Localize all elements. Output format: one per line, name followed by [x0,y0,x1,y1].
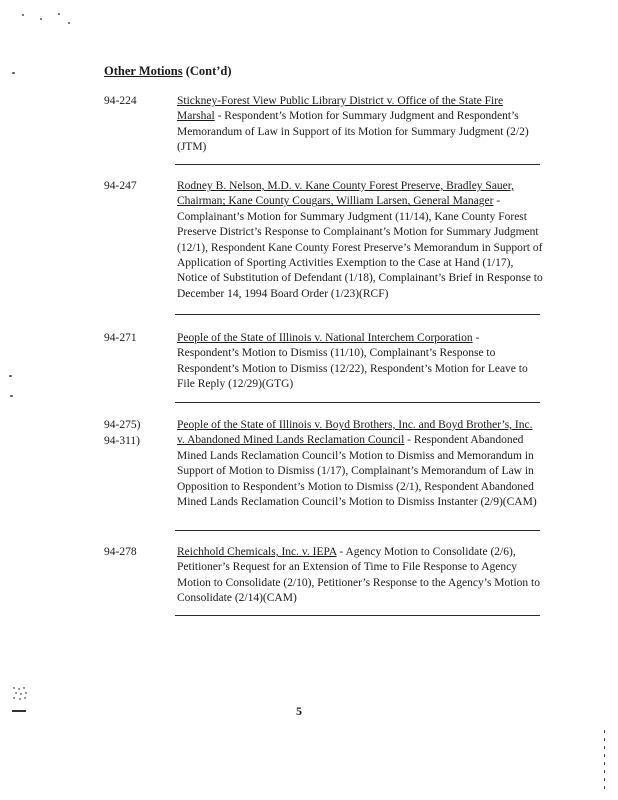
motion-description [177,545,543,607]
case-name: Reichhold Chemicals, Inc. v. IEPA [177,546,337,558]
scan-speck [68,22,70,24]
scan-speck [9,375,12,377]
divider-rule [175,314,540,315]
motion-description [177,418,543,510]
scan-speck [12,72,15,74]
section-suffix: (Cont’d) [185,64,232,78]
motion-details: - Respondent’s Motion to Dismiss (11/10), Complainant’s Response to Respondent’s Motion to Dismiss (12/22), Respondent’s Motion for Leave to File Reply (12/29)(GTG) [177,332,528,391]
section-title: Other Motions [104,64,183,78]
motion-details: - Respondent Abandoned Mined Lands Reclamation Council’s Motion to Dismiss and Memorandum in Support of Motion to Dismiss (1/17), Complainant’s Memorandum of Law in Opposition to Respondent’s Motion to Dismiss (2/1), Respondent Abandoned Mined Lands Reclamation Council’s Motion to Dismiss Instanter (2/9)(CAM) [177,434,537,509]
docket-number: 94-271 [104,332,137,344]
motion-description [177,179,543,302]
docket-number: 94-278 [104,546,137,558]
scan-speck [22,14,24,16]
case-name: People of the State of Illinois v. National Interchem Corporation [177,332,473,344]
divider-rule [175,164,540,165]
motion-details: - Respondent’s Motion for Summary Judgment and Respondent’s Memorandum of Law in Support of its Motion for Summary Judgment (2/2)(JTM) [177,110,529,154]
scan-speck [58,13,60,15]
scan-noise [8,684,32,718]
scan-noise [600,728,610,798]
docket-number: 94-275) 94-311) [104,419,141,447]
docket-number: 94-247 [104,180,137,192]
scan-speck [40,18,42,20]
case-name: Stickney-Forest View Public Library District v. Office of the State Fire Marshal [177,95,504,123]
page-number: 5 [296,704,302,718]
divider-rule [175,615,540,616]
motion-description [177,331,543,393]
motion-details: - Agency Motion to Consolidate (2/6), Petitioner’s Request for an Extension of Time to File Response to Agency Motion to Consolidate (2/10), Petitioner’s Response to the Agency’s Motion to Consolidate (2/14)(CAM) [177,546,540,605]
divider-rule [175,402,540,403]
case-name: Rodney B. Nelson, M.D. v. Kane County Forest Preserve, Bradley Sauer, Chairman; Kane County Cougars, William Larsen, General Manager [177,180,515,208]
docket-number: 94-224 [104,95,137,107]
motion-details: - Complainant’s Motion for Summary Judgment (11/14), Kane County Forest Preserve District’s Response to Complainant’s Motion for Summary Judgment (12/1), Respondent Kane County Forest Preserve’s Memorandum in Support of Application of Sporting Activities Exemption to the Case at Hand (1/17), Notice of Substitution of Defendant (1/18), Complainant’s Brief in Response to December 14, 1994 Board Order (1/23)(RCF) [177,195,543,300]
motion-description [177,94,543,156]
case-name: People of the State of Illinois v. Boyd Brothers, Inc. and Boyd Brother’s, Inc. v. Abandoned Mined Lands Reclamation Council [177,419,533,447]
scan-speck [10,395,13,397]
divider-rule [175,530,540,531]
section-heading [104,64,232,79]
